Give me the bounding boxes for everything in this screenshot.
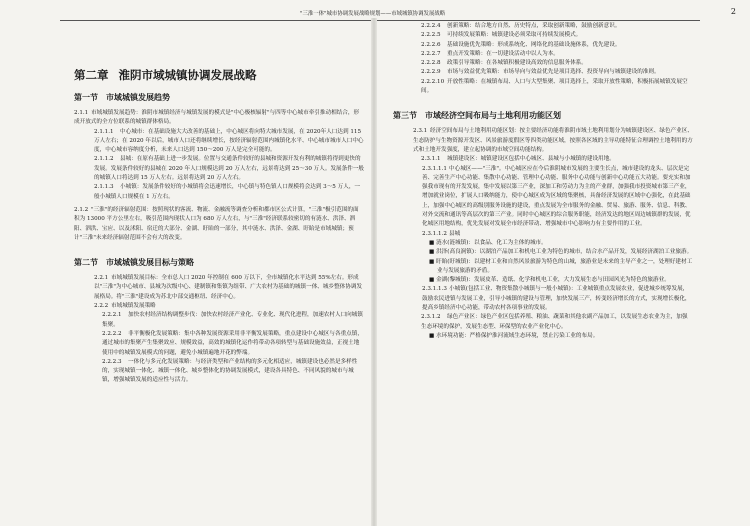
- header-title: "三淮一体"城市协调发展战略规划——市域城镇协调发展战略: [300, 11, 446, 17]
- bullet-text: 金湖(黎城镇)：发展皮革、造纸、化学和机电工业，大力发展生态与田园风光为特色的旅游业。: [436, 277, 670, 284]
- clause-text: 重点开发策略：在一切建设活动中以人为本。: [447, 50, 559, 57]
- clause-number: 2.3.1: [413, 128, 428, 135]
- paragraph: [74, 274, 364, 302]
- clause-number: 2.2.1: [94, 275, 109, 282]
- bullet-text: 水环境功能：严格保护淮河流域生态环境，禁止污染工业的布局。: [436, 332, 599, 339]
- clause-number: 2.3.1.1.1: [422, 165, 447, 172]
- clause-text: 中心城市：在基础设施大大改善的基础上，中心城区将向特大城市发展，在 2020年人口达到 115 万人左右；在 2020 年以后，城市人口还将继续增长，按经济辐射范围内城镇化水平、中心城市城市人口中心度，中心城市容纳度分析，未来人口达到 150～200 万人是完全可能的。: [94, 128, 364, 154]
- clause-number: 2.1.2: [74, 206, 89, 213]
- bullet-icon: ■: [429, 258, 437, 265]
- bullet-text: 涟水(涟城镇)：以食品、化工为主体的城市。: [436, 239, 547, 246]
- paragraph: [421, 59, 693, 68]
- clause-text: 中心城区——"三淮"。中心城区应在今后淮阴城市发展的主要生长点，城市建设的龙头、层次是完善、完善生产中心功能、集散中心功能、管理中心功能、服务中心功能与创新中心功能五大功能。要充实和加强我市现有的开发发展，集中发展以第三产业，深加工和劳动力为主的产业群，加强我市投资城市第三产业，增加就业岗位，扩展人口吸纳能力，使中心城区成为区域的集聚核，具备经济发展的区域中心强化，在此基础上，加强中心城区的高级别服务设施的建设，重点发展为全市服务的金融、贸易、旅游、服务、信息、科教、对外交流和通讯等高层次的第三产业。同时中心城区的综合服务职能，经济发达的地区周边城镇群的发展，优化城区用地结构，优先发展对发展全市经济带动、增强城市中心影响力有主要作用的工业。: [422, 165, 691, 228]
- bullet-text: 洪泽(高良涧镇)：以湖泊产品加工和机电工业为特色的城市，结合水产品开发，发展经济湖泊工业旅游。: [436, 249, 693, 256]
- clause-text: 非平衡极化发展策略：集中各种发展资源采用非平衡发展策略，重点建设中心城区与各重点镇，通过城市的集聚产生集聚效应、规模效益，高效的城镇化运作将带动各项转型与基础设施效益，正视土地使用中的城镇发展模式的问题，避免小城镇遍地开花的弊端。: [102, 330, 363, 356]
- clause-number: 2.2.2.5: [421, 32, 441, 39]
- bullet-text: 盱眙(盱城镇)：以建材工业和自然风景旅游为特色的山城，旅游业是未来的主导产业之一，处理好建材工业与发展旅游的矛盾。: [436, 258, 693, 274]
- clause-number: 2.1.1.3: [94, 184, 114, 191]
- bullet-item: [393, 276, 693, 285]
- clause-number: 2.1.1: [74, 110, 89, 116]
- paragraph: [74, 330, 364, 358]
- clause-text: 城镇建设区：城镇建设区包括中心城区、县城与小城镇的建设用地。: [447, 156, 615, 163]
- clause-number: 2.2.2.7: [421, 50, 441, 57]
- paragraph: [421, 50, 693, 59]
- section-number: 第二节: [74, 257, 98, 268]
- section-3-body: [393, 127, 693, 239]
- county-bullets: [393, 239, 693, 285]
- clause-number: 2.1.1.2: [94, 156, 114, 163]
- bullet-icon: ■: [429, 249, 437, 256]
- clause-number: 2.2.2.6: [421, 41, 441, 48]
- clause-text: 绿色产业区：绿色产业区包括养殖、粮油、蔬菜和其他农副产品加工，以发展生态农业为主，加强生态环境的保护，发展生态型、环保型的农业产业化中心。: [421, 314, 688, 330]
- clause-text: 经济空间布局与土地利用功能区划：按主要经济功能将淮阴市域土地利用划分为城镇建设区、绿色产业区、生态防护与生物资源开发区、风景旅游度假区等四类功能区域，按照各区域的主导功能特征合理调控土地利用的方式和土地开发强度，建立起协调的市域空间功能结构。: [413, 128, 693, 153]
- clause-text: 小城镇(包括工业、物资集散小城镇与一般小城镇)：工业城镇重点发展农业，促进城乡统筹发展，鼓励农民进镇与发展工业，引导小城镇的建设与管理，加快发展三产，转变经济增长的方式，实现增长极化，提高乡镇经济中心功能，带动农村各项事业的发展。: [422, 286, 691, 312]
- paragraph: [74, 358, 364, 386]
- clause-text: 县城：在原有基础上进一步发展。位置与交通条件较好的县城和资源开发有利的城镇将得到更快的发展。发展条件较好的县城在 2020 年人口规模达到 20 万人左右，远景将达到 25～30 万人。发展条件一般的城镇人口将达到 15 万人左右。远景将达到 20 万人左右。: [94, 156, 365, 182]
- clause-text: 政策引导策略：在各城镇积极建设高效的信息服务体系。: [447, 60, 587, 67]
- paragraph: [393, 313, 693, 332]
- paragraph: [74, 311, 364, 330]
- clause-number: 2.3.1.1: [421, 156, 441, 163]
- section-title: 市域经济空间布局与土地利用功能区划: [425, 110, 561, 121]
- section-heading: [74, 92, 364, 103]
- clause-number: 2.2.2.3: [102, 358, 122, 365]
- right-column: [393, 22, 693, 341]
- paragraph: [74, 109, 364, 128]
- strategy-list: [393, 22, 693, 96]
- clause-text: 创新策略：结合地方自然、历史特点，采取创新策略，鼓励创新意识。: [447, 23, 621, 29]
- clause-text: 可持续发展策略：城镇建设必须采取可持续发展模式。: [447, 32, 582, 39]
- book-spine: [371, 18, 377, 526]
- bullet-icon: ■: [429, 239, 437, 246]
- page-number: 2: [730, 7, 736, 16]
- bullet-icon: ■: [429, 332, 437, 339]
- paragraph: [393, 165, 693, 230]
- clause-number: 2.2.2.2: [102, 330, 122, 337]
- paragraph: [74, 128, 364, 156]
- paragraph: [393, 285, 693, 313]
- section-title: 市域城镇发展趋势: [106, 92, 170, 102]
- clause-number: 2.2.2.8: [421, 60, 441, 67]
- section-heading: [74, 257, 364, 268]
- paragraph: [421, 68, 693, 77]
- clause-number: 2.2.2.10: [421, 78, 445, 85]
- clause-number: 2.2.2.1: [102, 312, 122, 319]
- paragraph: [393, 155, 693, 164]
- chapter-title: 淮阴市域城镇协调发展战略: [118, 68, 257, 82]
- clause-text: 开放性策略：在城镇布局、人口与大型集聚、项目选择上，采取开放性策略，积极拓展城镇发展空间。: [421, 78, 688, 95]
- section-1-body: [74, 109, 364, 243]
- bullet-item: [393, 248, 693, 257]
- clause-number: 2.2.2: [94, 303, 109, 310]
- paragraph: [421, 22, 693, 31]
- clause-text: 基础设施优先策略：形成系统化、网络化的基础设施体系，优先建设。: [447, 41, 621, 48]
- section-heading: [393, 110, 693, 121]
- paragraph: [421, 31, 693, 40]
- left-column: [74, 22, 364, 386]
- clause-text: 一体化与多元化发展策略：与经济类型和产业结构的多元化相适应，城镇建设也必然是多样性的，实现城镇一体化、城镇一体化、城乡整体化的协调发展模式，建设各具特色、不同风貌的城市与城镇，增强城镇发展的适应性与活力。: [102, 358, 358, 384]
- section-2-body: [74, 274, 364, 386]
- clause-text: 市域城镇发展目标：全市总人口 2020 年控制在 600 万以下，全市城镇化水平达到 55%左右。形成以"三淮"为中心城市、县城为次级中心、建制镇和集镇为组带、广大农村为基础的城镇一体、城乡整体协调发展格局。将"三淮"建设成为苏北中部交通枢纽、经济中心。: [94, 275, 363, 300]
- paragraph: [74, 183, 364, 202]
- clause-text: 市域城镇发展趋势：淮阴市城镇经济与城镇发展的模式是"中心极核辐射"与四等中心城市牵引推动相结合，形成开放式的全方位联系的城镇群体格局。: [74, 110, 360, 126]
- clause-number: 2.2.2.9: [421, 69, 441, 76]
- clause-text: 市场与效益优先策略：市场导向与效益优先是项目选择、投资导向与城镇建设的准则。: [447, 69, 660, 76]
- bullet-icon: ■: [429, 277, 437, 284]
- section-number: 第三节: [393, 110, 417, 121]
- chapter-heading: [74, 68, 364, 82]
- env-bullets: [393, 332, 693, 341]
- paragraph: [74, 302, 364, 311]
- section-3-body-cont: [393, 285, 693, 331]
- chapter-number: 第二章: [74, 68, 109, 82]
- clause-number: 2.2.2.4: [421, 23, 441, 29]
- section-title: 市域城镇发展目标与策略: [106, 257, 194, 268]
- clause-text: 县城: [449, 230, 461, 237]
- clause-number: 2.1.1.1: [94, 128, 114, 135]
- paragraph: [393, 230, 693, 239]
- paragraph: [74, 155, 364, 183]
- clause-text: 加快农村经济结构调整步伐：加快农村经济产业化、专业化、现代化进程，加速农村人口向城镇集聚。: [102, 312, 363, 328]
- paragraph: [74, 206, 364, 243]
- bullet-item: [393, 332, 693, 341]
- clause-number: 2.3.1.1.2: [422, 230, 447, 237]
- clause-text: "三淮"的经济辐射范围：按照现状的客流、物流、金融流等调查分析和都市区公式计算，"三淮"极引范围的面积为 13000 平方公里左右，吸引范围内现状人口为 680 万人左右，与"三淮"经济联系较密切的有涟水、洪泽、泗阳、泗洪、宝应、以及沭阳、宿迁的大部分、金湖、盱眙的一部分，其中涟水、洪泽、金湖、盱眙是市域城镇；预计"三淮"未来经济辐射范围不会有大的改变。: [74, 206, 359, 241]
- clause-text: 市域城镇发展策略: [111, 303, 156, 310]
- bullet-item: [393, 239, 693, 248]
- paragraph: [421, 78, 693, 97]
- clause-number: 2.3.1.1.3: [422, 286, 447, 293]
- clause-text: 小城镇：发展条件较好的小城镇将会迅速增长，中心镇与特色镇人口规模将会达到 3～5 万人，一般小城镇人口规模在 1 万左右。: [94, 184, 361, 200]
- paragraph: [393, 127, 693, 155]
- clause-number: 2.3.1.2: [421, 314, 441, 321]
- bullet-item: [393, 258, 693, 277]
- header-rule: [60, 20, 700, 21]
- section-number: 第一节: [74, 92, 98, 102]
- paragraph: [421, 41, 693, 50]
